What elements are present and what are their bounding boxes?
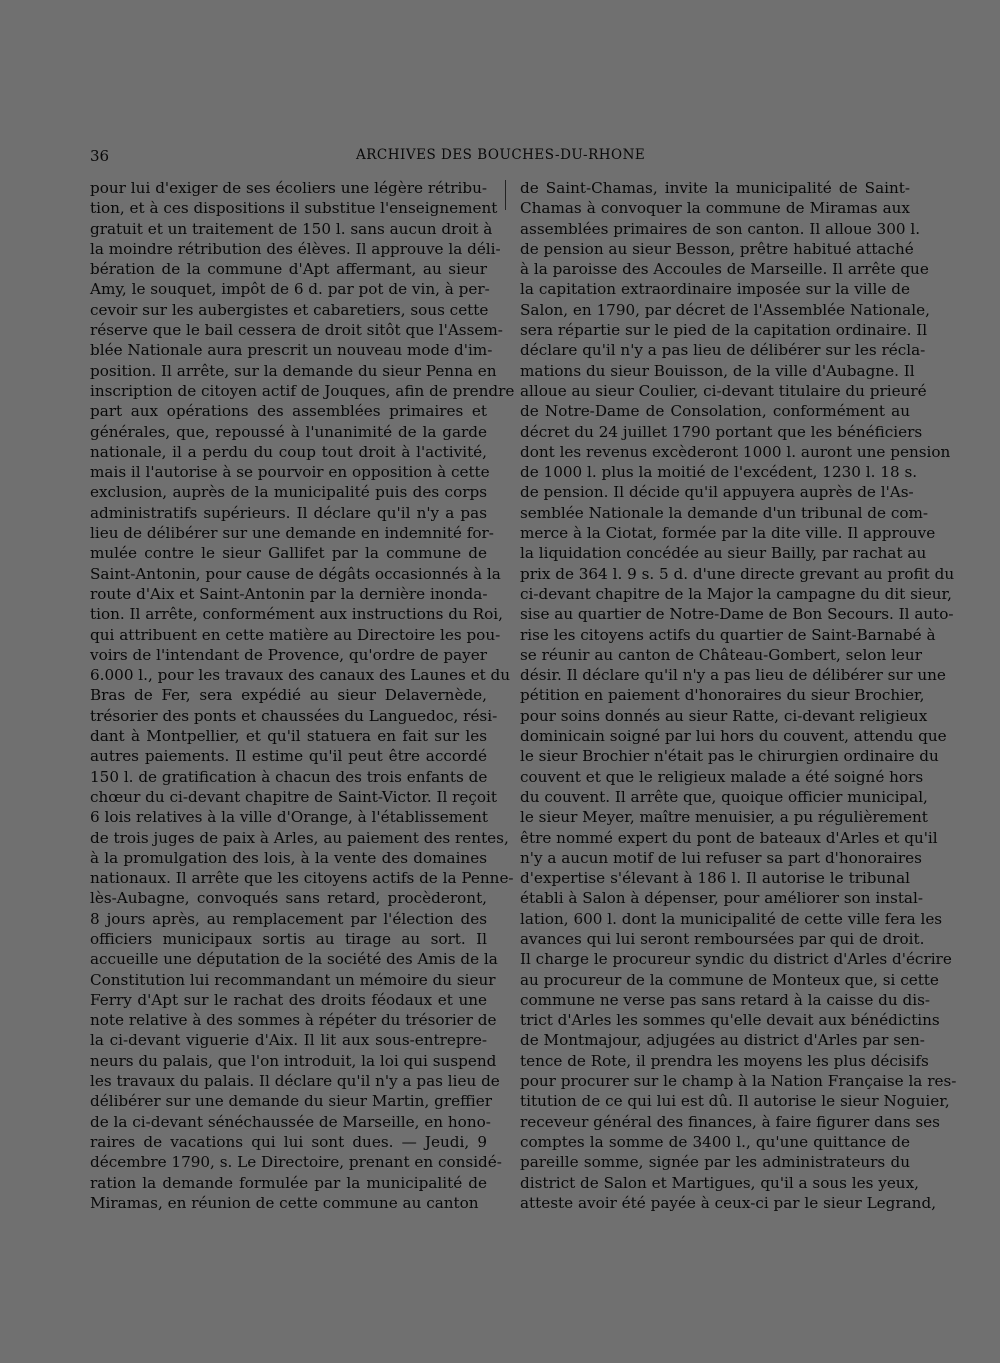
text-line: pétition en paiement d'honoraires du sieur Brochier,: [520, 686, 925, 705]
text-line: assemblées primaires de son canton. Il alloue 300 l.: [520, 219, 921, 238]
text-line: trésorier des ponts et chaussées du Languedoc, rési-: [90, 706, 498, 725]
text-line: pour procurer sur le champ à la Nation Française la res-: [520, 1072, 957, 1091]
text-line: dont les revenus excèderont 1000 l. auront une pension: [520, 442, 951, 461]
text-line: sise au quartier de Notre-Dame de Bon Secours. Il auto-: [520, 605, 954, 624]
text-line: décret du 24 juillet 1790 portant que les bénéficiers: [520, 422, 923, 441]
text-line: Saint-Antonin, pour cause de dégâts occasionnés à la: [90, 564, 501, 583]
text-line: Constitution lui recommandant un mémoire du sieur: [90, 970, 496, 989]
text-line: tion, et à ces dispositions il substitue l'enseignement: [90, 199, 498, 218]
text-line: au procureur de la commune de Monteux que, si cette: [520, 970, 939, 989]
text-line: délibérer sur une demande du sieur Martin, greffier: [90, 1092, 492, 1111]
text-line: couvent et que le religieux malade a été soigné hors: [520, 767, 924, 786]
text-line: pour soins donnés au sieur Ratte, ci-devant religieux: [520, 706, 928, 725]
text-line: autres paiements. Il estime qu'il peut être accordé: [90, 747, 487, 766]
text-line: de Saint-Chamas, invite la municipalité de Saint-: [520, 179, 910, 197]
text-line: dant à Montpellier, et qu'il statuera en fait sur les: [90, 727, 487, 746]
text-line: décembre 1790, s. Le Directoire, prenant en considé-: [90, 1153, 502, 1172]
text-line: de 1000 l. plus la moitié de l'excédent, 1230 l. 18 s.: [520, 463, 918, 482]
text-line: pour lui d'exiger de ses écoliers une légère rétribu-: [90, 179, 487, 197]
text-line: établi à Salon à dépenser, pour améliorer son instal-: [520, 889, 923, 908]
text-line: note relative à des sommes à répéter du trésorier de: [90, 1011, 497, 1030]
text-line: 6 lois relatives à la ville d'Orange, à l'établissement: [90, 808, 489, 827]
text-line: tence de Rote, il prendra les moyens les plus décisifs: [520, 1051, 929, 1070]
text-line: d'expertise s'élevant à 186 l. Il autorise le tribunal: [520, 869, 910, 888]
text-line: réserve que le bail cessera de droit sitôt que l'Assem-: [90, 321, 503, 340]
text-line: générales, que, repoussé à l'unanimité de la garde: [90, 422, 487, 441]
text-line: le sieur Meyer, maître menuisier, a pu régulièrement: [520, 808, 928, 827]
text-line: lation, 600 l. dont la municipalité de cette ville fera les: [520, 909, 943, 928]
text-line: voirs de l'intendant de Provence, qu'ordre de payer: [90, 645, 487, 664]
text-line: mulée contre le sieur Gallifet par la commune de: [90, 544, 487, 563]
text-line: mais il l'autorise à se pourvoir en opposition à cette: [90, 463, 490, 482]
text-line: administratifs supérieurs. Il déclare qu'il n'y a pas: [90, 503, 487, 522]
text-line: de Notre-Dame de Consolation, conformément au: [520, 402, 910, 421]
text-line: lès-Aubagne, convoqués sans retard, procèderont,: [90, 889, 487, 908]
running-head: ARCHIVES DES BOUCHES-DU-RHONE: [356, 147, 646, 163]
text-line: pareille somme, signée par les administrateurs du: [520, 1153, 910, 1172]
text-line: accueille une députation de la société des Amis de la: [90, 950, 498, 969]
column-divider: [505, 180, 506, 210]
text-line: prix de 364 l. 9 s. 5 d. d'une directe grevant au profit du: [520, 564, 955, 583]
text-line: Ferry d'Apt sur le rachat des droits féodaux et une: [90, 990, 487, 1009]
text-line: ci-devant chapitre de la Major la campagne du dit sieur,: [520, 584, 952, 603]
text-line: à la paroisse des Accoules de Marseille. Il arrête que: [520, 260, 929, 279]
text-line: ration la demande formulée par la municipalité de: [90, 1173, 487, 1192]
text-line: chœur du ci-devant chapitre de Saint-Victor. Il reçoit: [90, 787, 498, 806]
text-line: 8 jours après, au remplacement par l'élection des: [90, 909, 487, 928]
text-line: 150 l. de gratification à chacun des trois enfants de: [90, 767, 488, 786]
text-line: les travaux du palais. Il déclare qu'il n'y a pas lieu de: [90, 1072, 500, 1091]
text-line: atteste avoir été payée à ceux-ci par le sieur Legrand,: [520, 1193, 937, 1212]
text-line: tion. Il arrête, conformément aux instructions du Roi,: [90, 605, 503, 624]
text-line: blée Nationale aura prescrit un nouveau mode d'im-: [90, 341, 493, 360]
text-line: la moindre rétribution des élèves. Il approuve la déli-: [90, 239, 501, 258]
text-line: district de Salon et Martigues, qu'il a sous les yeux,: [520, 1173, 919, 1192]
text-line: gratuit et un traitement de 150 l. sans aucun droit à: [90, 219, 493, 238]
text-line: de Montmajour, adjugées au district d'Arles par sen-: [520, 1031, 925, 1050]
text-line: à la promulgation des lois, à la vente des domaines: [90, 848, 487, 867]
text-line: part aux opérations des assemblées primaires et: [90, 402, 487, 421]
text-line: de pension. Il décide qu'il appuyera auprès de l'As-: [520, 483, 914, 502]
text-line: le sieur Brochier n'était pas le chirurgien ordinaire du: [520, 747, 939, 766]
text-line: 6.000 l., pour les travaux des canaux des Launes et du: [90, 666, 511, 685]
left-column: [90, 178, 515, 1213]
text-line: Miramas, en réunion de cette commune au canton: [90, 1193, 479, 1212]
text-line: trict d'Arles les sommes qu'elle devait aux bénédictins: [520, 1011, 940, 1030]
text-line: de pension au sieur Besson, prêtre habitué attaché: [520, 239, 914, 258]
text-line: de trois juges de paix à Arles, au paiement des rentes,: [90, 828, 509, 847]
text-line: titution de ce qui lui est dû. Il autorise le sieur Noguier,: [520, 1092, 950, 1111]
text-line: sera répartie sur le pied de la capitation ordinaire. Il: [520, 321, 928, 340]
text-line: mations du sieur Bouisson, de la ville d'Aubagne. Il: [520, 361, 915, 380]
text-line: exclusion, auprès de la municipalité puis des corps: [90, 483, 487, 502]
text-line: la liquidation concédée au sieur Bailly, par rachat au: [520, 544, 927, 563]
text-line: route d'Aix et Saint-Antonin par la dernière inonda-: [90, 584, 488, 603]
text-line: du couvent. Il arrête que, quoique officier municipal,: [520, 787, 928, 806]
text-line: inscription de citoyen actif de Jouques, afin de prendre: [90, 381, 515, 400]
text-line: receveur général des finances, à faire figurer dans ses: [520, 1112, 940, 1131]
text-line: la capitation extraordinaire imposée sur la ville de: [520, 280, 910, 299]
text-line: officiers municipaux sortis au tirage au sort. Il: [90, 929, 487, 948]
text-line: semblée Nationale la demande d'un tribunal de com-: [520, 503, 929, 522]
text-line: qui attribuent en cette matière au Directoire les pou-: [90, 625, 501, 644]
text-line: Il charge le procureur syndic du district d'Arles d'écrire: [520, 950, 952, 969]
text-line: lieu de délibérer sur une demande en indemnité for-: [90, 524, 494, 543]
right-column: [520, 178, 957, 1213]
text-line: Chamas à convoquer la commune de Miramas aux: [520, 199, 910, 218]
text-line: se réunir au canton de Château-Gombert, selon leur: [520, 645, 922, 664]
text-line: nationale, il a perdu du coup tout droit à l'activité,: [90, 442, 487, 461]
text-line: alloue au sieur Coulier, ci-devant titulaire du prieuré: [520, 381, 927, 400]
text-line: avances qui lui seront remboursées par qui de droit.: [520, 929, 925, 948]
text-line: de la ci-devant sénéchaussée de Marseille, en hono-: [90, 1112, 491, 1131]
text-line: cevoir sur les aubergistes et cabaretiers, sous cette: [90, 300, 489, 319]
text-line: merce à la Ciotat, formée par la dite ville. Il approuve: [520, 524, 936, 543]
text-line: Amy, le souquet, impôt de 6 d. par pot de vin, à per-: [90, 280, 490, 299]
text-line: la ci-devant viguerie d'Aix. Il lit aux sous-entrepre-: [90, 1031, 487, 1050]
text-line: raires de vacations qui lui sont dues. — Jeudi, 9: [90, 1132, 487, 1151]
page-number: 36: [90, 147, 110, 165]
text-line: être nommé expert du pont de bateaux d'Arles et qu'il: [520, 828, 938, 847]
text-line: commune ne verse pas sans retard à la caisse du dis-: [520, 990, 931, 1009]
text-line: n'y a aucun motif de lui refuser sa part d'honoraires: [520, 848, 922, 867]
text-line: rise les citoyens actifs du quartier de Saint-Barnabé à: [520, 625, 936, 644]
text-line: désir. Il déclare qu'il n'y a pas lieu de délibérer sur une: [520, 666, 946, 685]
text-line: dominicain soigné par lui hors du couvent, attendu que: [520, 727, 947, 746]
text-line: Salon, en 1790, par décret de l'Assemblée Nationale,: [520, 300, 930, 319]
text-line: bération de la commune d'Apt affermant, au sieur: [90, 260, 487, 279]
text-line: déclare qu'il n'y a pas lieu de délibérer sur les récla-: [520, 341, 926, 360]
text-line: neurs du palais, que l'on introduit, la loi qui suspend: [90, 1051, 497, 1070]
text-line: comptes la somme de 3400 l., qu'une quittance de: [520, 1132, 910, 1151]
text-line: Bras de Fer, sera expédié au sieur Delavernède,: [90, 686, 487, 705]
text-line: nationaux. Il arrête que les citoyens actifs de la Penne-: [90, 869, 514, 888]
text-line: position. Il arrête, sur la demande du sieur Penna en: [90, 361, 497, 380]
